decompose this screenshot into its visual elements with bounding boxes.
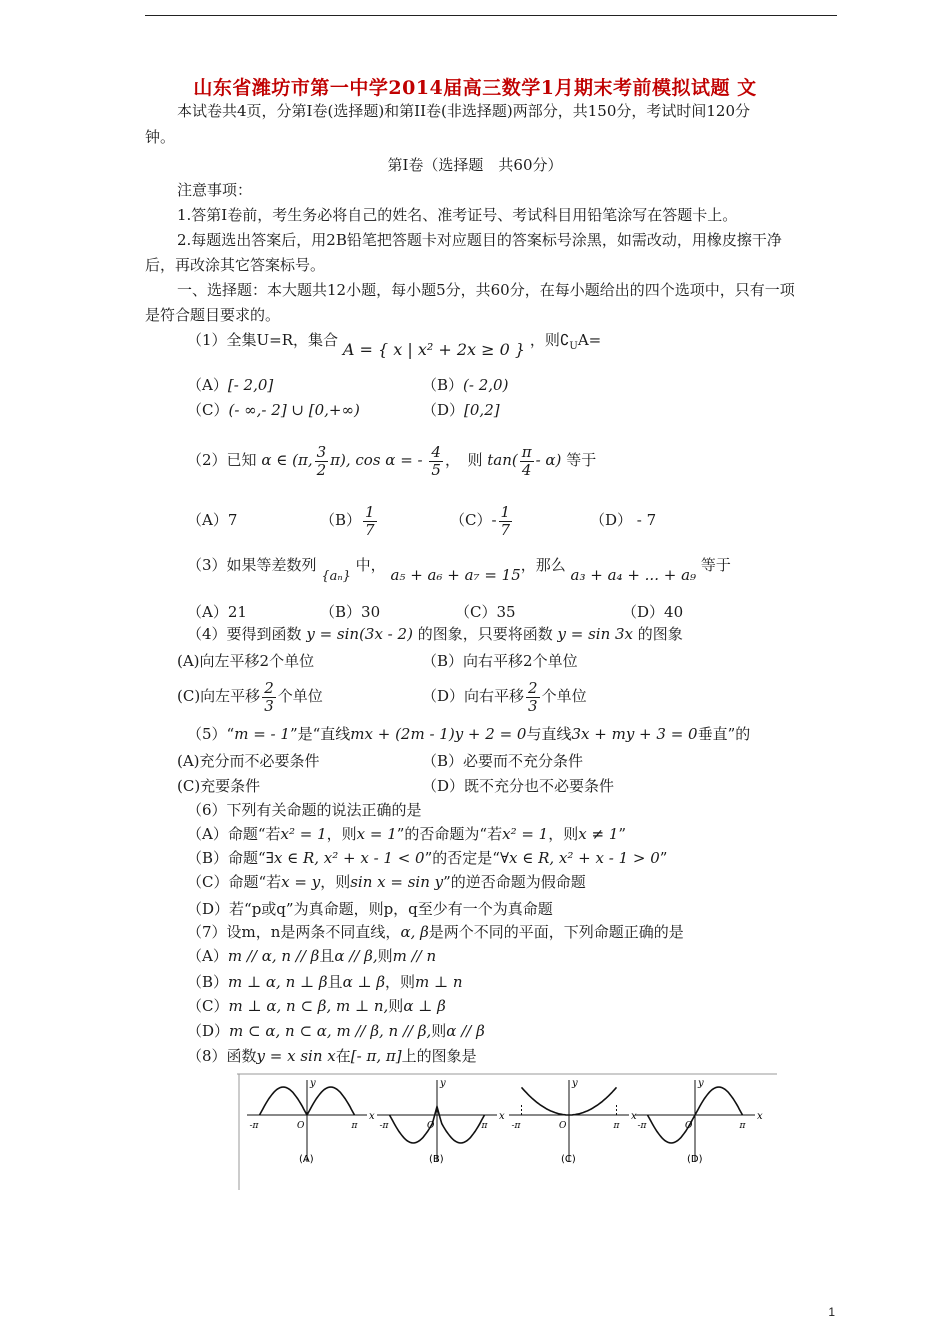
q3-option-a: （A）21 bbox=[187, 603, 247, 621]
q4-option-d: （D）向右平移 $\frac{2}{3}$ 个单位 bbox=[422, 678, 587, 715]
y-axis-label-B: y bbox=[440, 1078, 446, 1089]
neg-pi-label-A: -π bbox=[249, 1121, 259, 1131]
part-1-line-1: 一、选择题：本大题共12小题，每小题5分，共60分，在每小题给出的四个选项中，只有一项 bbox=[177, 281, 795, 299]
q5-option-d: （D）既不充分也不必要条件 bbox=[422, 777, 615, 795]
section-1-header: 第I卷（选择题 共60分） bbox=[387, 156, 563, 174]
note-2-line-1: 2.每题选出答案后，用2B铅笔把答题卡对应题目的答案标号涂黑，如需改动，用橡皮擦干净 bbox=[177, 231, 782, 249]
q1-option-b: （B）(- 2,0) bbox=[422, 376, 509, 394]
q7-option-b: （B）m ⊥ α, n ⊥ β且α ⊥ β，则m ⊥ n bbox=[187, 973, 463, 991]
q1-set-expression: A = { x | x² + 2x ≥ 0 } bbox=[342, 340, 526, 359]
y-axis-label-D: y bbox=[698, 1078, 704, 1089]
note-1: 1.答第I卷前，考生务必将自己的姓名、准考证号、考试科目用铅笔涂写在答题卡上。 bbox=[177, 206, 738, 224]
q2-option-c: （C）- $\frac{1}{7}$ bbox=[450, 502, 511, 539]
q2-fraction-3-over-2: $\frac{3}{2}$ bbox=[316, 442, 327, 479]
graph-label-D: (D) bbox=[687, 1154, 703, 1165]
intro-line-1: 本试卷共4页，分第I卷(选择题)和第II卷(非选择题)两部分，共150分，考试时间120分 bbox=[177, 102, 750, 120]
q3-option-d: （D）40 bbox=[622, 603, 684, 621]
x-axis-label-C: x bbox=[631, 1111, 637, 1122]
q3-option-b: （B）30 bbox=[320, 603, 381, 621]
origin-label-B: O bbox=[427, 1121, 435, 1131]
neg-pi-label-D: -π bbox=[637, 1121, 647, 1131]
graph-label-B: (B) bbox=[429, 1154, 444, 1165]
q6-option-a: （A）命题“若x² = 1，则x = 1”的否命题为“若x² = 1，则x ≠ 1” bbox=[187, 825, 627, 843]
q8-graph-options-figure bbox=[237, 1070, 777, 1190]
q6-stem: （6）下列有关命题的说法正确的是 bbox=[187, 801, 422, 819]
q5-stem: （5）“m = - 1”是“直线mx + (2m - 1)y + 2 = 0与直线3x + my + 3 = 0垂直”的 bbox=[187, 725, 751, 743]
q2-fraction-4-over-5: $\frac{4}{5}$ bbox=[431, 442, 441, 479]
x-axis-label-D: x bbox=[757, 1111, 763, 1122]
q7-option-c: （C）m ⊥ α, n ⊂ β, m ⊥ n,则α ⊥ β bbox=[187, 997, 446, 1015]
x-axis-label-A: x bbox=[369, 1111, 375, 1122]
q5-option-c: (C)充要条件 bbox=[177, 777, 261, 795]
q5-option-a: (A)充分而不必要条件 bbox=[177, 752, 320, 770]
q1-option-d: （D）[0,2] bbox=[422, 401, 500, 419]
q1-option-a: （A）[- 2,0] bbox=[187, 376, 274, 394]
pos-pi-label-D: π bbox=[739, 1121, 746, 1131]
neg-pi-label-B: -π bbox=[379, 1121, 389, 1131]
origin-label-A: O bbox=[297, 1121, 305, 1131]
q7-option-d: （D）m ⊂ α, n ⊂ α, m // β, n // β,则α // β bbox=[187, 1022, 485, 1040]
q8-stem: （8）函数y = x sin x在[- π, π]上的图象是 bbox=[187, 1047, 477, 1065]
page-number: 1 bbox=[828, 1305, 835, 1319]
y-axis-label-A: y bbox=[310, 1078, 316, 1089]
graph-label-A: (A) bbox=[299, 1154, 314, 1165]
q2-option-a: （A）7 bbox=[187, 511, 238, 529]
q4-option-c: (C)向左平移 $\frac{2}{3}$ 个单位 bbox=[177, 678, 323, 715]
q5-option-b: （B）必要而不充分条件 bbox=[422, 752, 584, 770]
q4-option-a: (A)向左平移2个单位 bbox=[177, 652, 315, 670]
pos-pi-label-C: π bbox=[613, 1121, 620, 1131]
q6-option-d: （D）若“p或q”为真命题，则p，q至少有一个为真命题 bbox=[187, 900, 553, 918]
intro-line-2: 钟。 bbox=[145, 128, 176, 146]
pos-pi-label-A: π bbox=[351, 1121, 358, 1131]
q2-option-b: （B） $\frac{1}{7}$ bbox=[320, 502, 375, 539]
origin-label-C: O bbox=[559, 1121, 567, 1131]
q6-option-b: （B）命题“∃x ∈ R, x² + x - 1 < 0”的否定是“∀x ∈ R, x² + x - 1 > 0” bbox=[187, 849, 668, 867]
q1-option-c: （C）(- ∞,- 2] ∪ [0,+∞) bbox=[187, 401, 360, 419]
x-axis-label-B: x bbox=[499, 1111, 505, 1122]
q8-graphs-svg bbox=[237, 1070, 777, 1190]
graph-label-C: (C) bbox=[561, 1154, 576, 1165]
q2-fraction-pi-over-4: $\frac{\pi}{4}$ bbox=[521, 442, 532, 479]
note-2-line-2: 后，再改涂其它答案标号。 bbox=[145, 256, 326, 274]
header-rule bbox=[145, 15, 837, 16]
notes-header: 注意事项： bbox=[177, 181, 253, 199]
q7-stem: （7）设m，n是两条不同直线，α, β是两个不同的平面，下列命题正确的是 bbox=[187, 923, 684, 941]
q3-option-c: （C）35 bbox=[455, 603, 516, 621]
q2-option-d: （D） - 7 bbox=[590, 511, 657, 529]
part-1-line-2: 是符合题目要求的。 bbox=[145, 306, 281, 324]
origin-label-D: O bbox=[685, 1121, 693, 1131]
q6-option-c: （C）命题“若x = y，则sin x = sin y”的逆否命题为假命题 bbox=[187, 873, 586, 891]
q4-stem: （4）要得到函数 y = sin(3x - 2) 的图象，只要将函数 y = sin 3x 的图象 bbox=[187, 625, 683, 643]
q7-option-a: （A）m // α, n // β且α // β,则m // n bbox=[187, 947, 437, 965]
pos-pi-label-B: π bbox=[481, 1121, 488, 1131]
q4-option-b: （B）向右平移2个单位 bbox=[422, 652, 578, 670]
y-axis-label-C: y bbox=[572, 1078, 578, 1089]
q3-stem: （3）如果等差数列 {aₙ} 中， a₅ + a₆ + a₇ = 15，那么 a₃ + a₄ + ... + a₉ 等于 bbox=[187, 556, 731, 584]
q2-stem: （2）已知 α ∈ (π, $\frac{3}{2}$ π), cos α = - $\frac{4}{5}$ ， 则 tan( $\frac{\pi}{4}$ - α) 等于 bbox=[187, 442, 597, 479]
exam-title: 山东省潍坊市第一中学2014届高三数学1月期末考前模拟试题 文 bbox=[193, 77, 757, 99]
neg-pi-label-C: -π bbox=[511, 1121, 521, 1131]
q1-stem: （1）全集U=R，集合 A = { x | x² + 2x ≥ 0 } ，则$∁_UA=$ bbox=[187, 331, 602, 359]
